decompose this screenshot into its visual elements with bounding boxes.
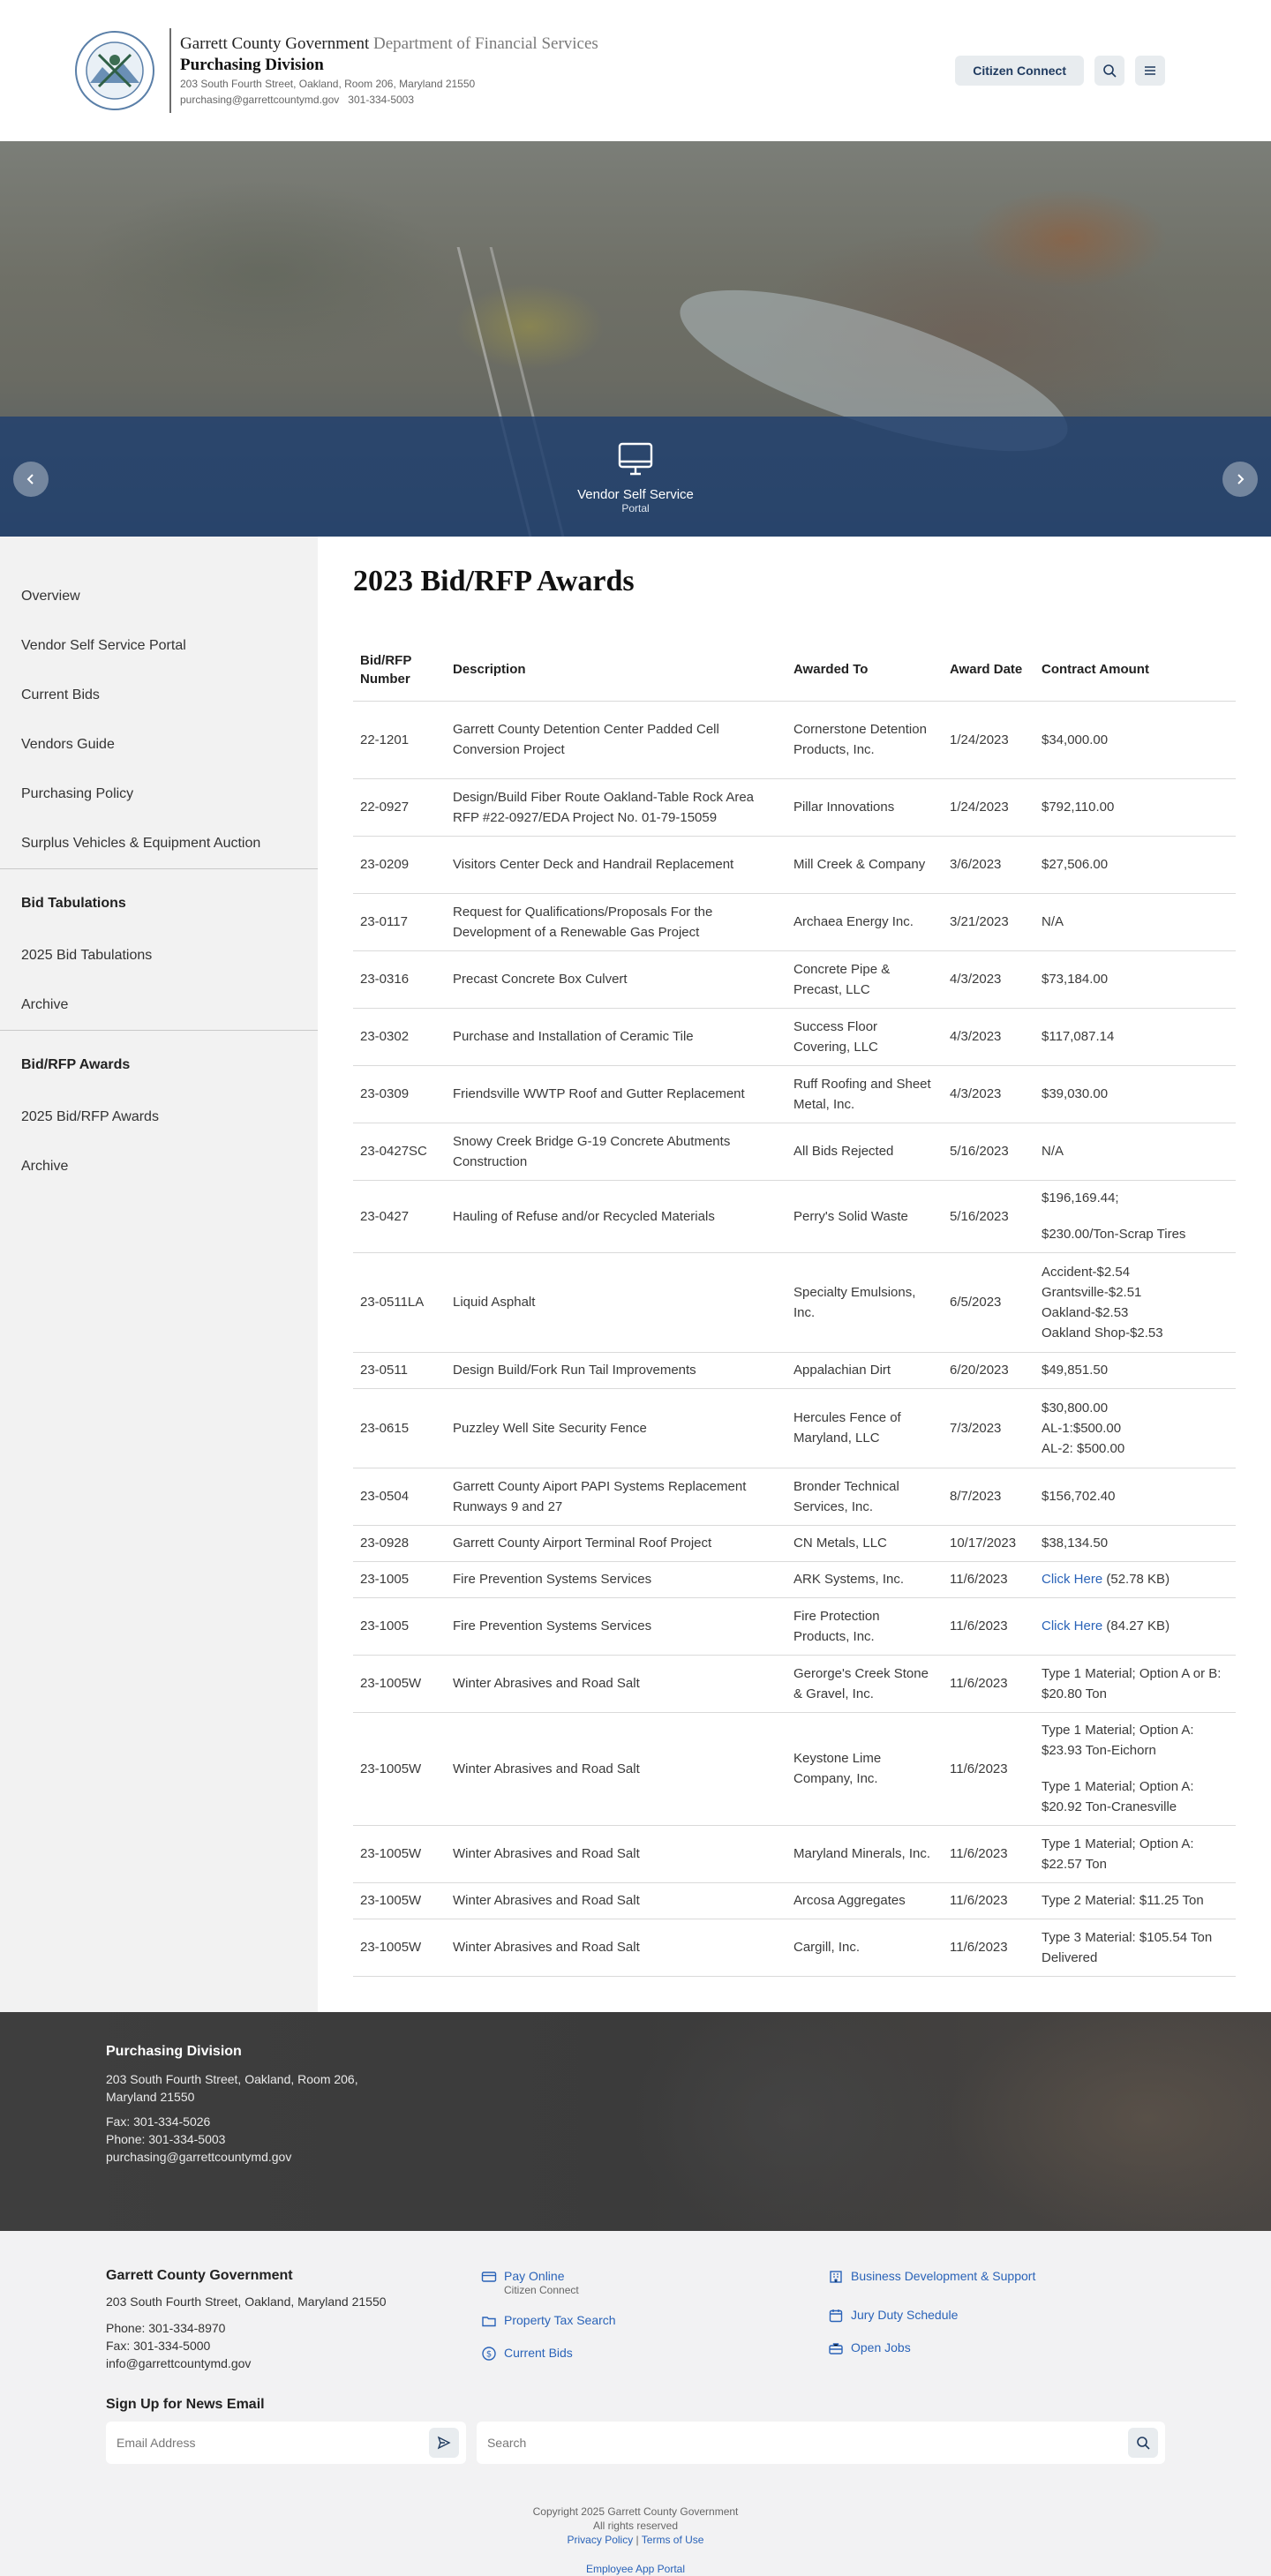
main-content (318, 537, 1271, 2012)
search-input[interactable]: Search (486, 2435, 527, 2450)
cell-number: 23-0511 (353, 1352, 446, 1388)
cell-date: 11/6/2023 (943, 1561, 1034, 1597)
table-header-row (353, 639, 1236, 701)
cell-number: 23-1005W (353, 1712, 446, 1825)
vendor-portal-link[interactable] (0, 439, 1271, 514)
sidebar-item-surplus-auction[interactable]: Surplus Vehicles & Equipment Auction (21, 836, 261, 851)
sidebar-item-awards-archive[interactable]: Archive (21, 1159, 69, 1174)
table-row (353, 1468, 1236, 1525)
col-header-awarded-to: Awarded To (786, 639, 943, 701)
cell-date: 6/20/2023 (943, 1352, 1034, 1388)
cell-awarded-to: Cornerstone Detention Products, Inc. (786, 701, 943, 778)
table-row (353, 1561, 1236, 1597)
pay-online-sublabel: Citizen Connect (504, 2283, 579, 2296)
footer-phone[interactable]: Phone: 301-334-8970 (106, 2320, 226, 2335)
amount-line: Oakland Shop-$2.53 (1042, 1325, 1163, 1341)
cell-amount: Type 2 Material: $11.25 Ton (1034, 1882, 1236, 1919)
table-row (353, 1882, 1236, 1919)
portal-title: Vendor Self Service (577, 487, 694, 502)
current-bids-label: Current Bids (504, 2345, 573, 2360)
table-row (353, 1919, 1236, 1976)
cell-awarded-to: Gerorge's Creek Stone & Gravel, Inc. (786, 1655, 943, 1712)
col-header-number: Bid/RFP Number (353, 639, 446, 701)
cell-amount: $49,851.50 (1034, 1352, 1236, 1388)
briefcase-icon (828, 2340, 844, 2356)
cell-awarded-to: Appalachian Dirt (786, 1352, 943, 1388)
email-submit-button[interactable] (429, 2428, 459, 2458)
cell-number: 23-0511LA (353, 1252, 446, 1352)
table-row (353, 893, 1236, 950)
cell-awarded-to: Ruff Roofing and Sheet Metal, Inc. (786, 1065, 943, 1123)
cell-date: 4/3/2023 (943, 950, 1034, 1008)
table-row (353, 1065, 1236, 1123)
cell-description: Garrett County Detention Center Padded Cell Conversion Project (446, 701, 786, 778)
cell-description: Winter Abrasives and Road Salt (446, 1919, 786, 1976)
cell-date: 11/6/2023 (943, 1712, 1034, 1825)
calendar-icon (828, 2308, 844, 2324)
cell-number: 23-0427 (353, 1180, 446, 1252)
table-row (353, 836, 1236, 893)
cell-description: Request for Qualifications/Proposals For the Development of a Renewable Gas Project (446, 893, 786, 950)
cell-number: 23-1005 (353, 1561, 446, 1597)
cell-amount: $34,000.00 (1034, 701, 1236, 778)
pay-online-link[interactable] (481, 2268, 828, 2296)
cell-description: Winter Abrasives and Road Salt (446, 1825, 786, 1882)
cell-description: Design Build/Fork Run Tail Improvements (446, 1352, 786, 1388)
email-signup-field[interactable] (106, 2422, 466, 2464)
table-row (353, 701, 1236, 778)
portal-subtitle: Portal (621, 502, 650, 514)
rights-text: All rights reserved (592, 2519, 679, 2532)
cell-description: Purchase and Installation of Ceramic Tile (446, 1008, 786, 1065)
cell-awarded-to: Fire Protection Products, Inc. (786, 1597, 943, 1655)
amount-line: Grantsville-$2.51 (1042, 1284, 1142, 1300)
jury-duty-link[interactable] (828, 2307, 1165, 2324)
cell-date: 11/6/2023 (943, 1825, 1034, 1882)
org-name[interactable]: Garrett County Government (180, 34, 370, 53)
menu-button[interactable] (1135, 56, 1165, 86)
table-row (353, 1388, 1236, 1468)
cell-number: 23-1005 (353, 1597, 446, 1655)
table-row (353, 1525, 1236, 1561)
cell-description: Snowy Creek Bridge G-19 Concrete Abutments Construction (446, 1123, 786, 1180)
cell-amount (1034, 1561, 1236, 1597)
cell-date: 10/17/2023 (943, 1525, 1034, 1561)
cell-number: 23-0309 (353, 1065, 446, 1123)
cell-description: Friendsville WWTP Roof and Gutter Replacement (446, 1065, 786, 1123)
business-dev-link[interactable] (828, 2268, 1165, 2285)
cell-number: 23-1005W (353, 1882, 446, 1919)
cell-amount (1034, 1252, 1236, 1352)
sidebar-heading-bid-tabulations: Bid Tabulations (21, 896, 126, 911)
cell-awarded-to: Perry's Solid Waste (786, 1180, 943, 1252)
amount-line: $30,800.00 (1042, 1400, 1109, 1416)
cell-amount: $73,184.00 (1034, 950, 1236, 1008)
header-divider (169, 28, 171, 113)
cell-date: 11/6/2023 (943, 1597, 1034, 1655)
division-footer-fax: Fax: 301-334-5026 (106, 2114, 211, 2129)
cell-awarded-to: Specialty Emulsions, Inc. (786, 1252, 943, 1352)
division-footer-title: Purchasing Division (106, 2043, 242, 2059)
search-icon (1136, 2436, 1150, 2450)
cell-amount: N/A (1034, 893, 1236, 950)
search-icon (1102, 64, 1117, 78)
pay-online-label: Pay Online (504, 2268, 565, 2283)
cell-awarded-to: Bronder Technical Services, Inc. (786, 1468, 943, 1525)
cell-description: Puzzley Well Site Security Fence (446, 1388, 786, 1468)
cell-awarded-to: Maryland Minerals, Inc. (786, 1825, 943, 1882)
division-footer-address-2: Maryland 21550 (106, 2089, 195, 2104)
footer-search-button[interactable] (1128, 2428, 1158, 2458)
footer-title: Garrett County Government (106, 2267, 293, 2283)
amount-spacer (1042, 1761, 1229, 1776)
division-name: Purchasing Division (180, 56, 324, 74)
footer-contact (106, 2268, 481, 2377)
cell-awarded-to: Archaea Energy Inc. (786, 893, 943, 950)
legal-links (106, 2533, 1165, 2547)
cell-awarded-to: Hercules Fence of Maryland, LLC (786, 1388, 943, 1468)
open-jobs-label: Open Jobs (851, 2339, 911, 2354)
brand-title (180, 34, 955, 54)
cell-number: 23-0928 (353, 1525, 446, 1561)
cell-amount (1034, 1388, 1236, 1468)
amount-line: $230.00/Ton-Scrap Tires (1042, 1227, 1186, 1242)
email-input[interactable]: Email Address (117, 2435, 196, 2450)
amount-line: Accident-$2.54 (1042, 1264, 1131, 1280)
file-size: (52.78 KB) (1102, 1572, 1170, 1587)
cell-awarded-to: Pillar Innovations (786, 778, 943, 836)
header-address: 203 South Fourth Street, Oakland, Room 206, Maryland 21550 (180, 78, 476, 90)
cell-awarded-to: All Bids Rejected (786, 1123, 943, 1180)
cell-date: 4/3/2023 (943, 1008, 1034, 1065)
cell-date: 1/24/2023 (943, 778, 1034, 836)
table-row (353, 778, 1236, 836)
table-row (353, 1180, 1236, 1252)
cell-number: 22-0927 (353, 778, 446, 836)
sidebar-item-overview[interactable]: Overview (21, 589, 80, 604)
cell-date: 3/6/2023 (943, 836, 1034, 893)
site-footer (0, 2231, 1271, 2576)
cell-description: Liquid Asphalt (446, 1252, 786, 1352)
cell-amount: $156,702.40 (1034, 1468, 1236, 1525)
sidebar-item-2025-awards[interactable]: 2025 Bid/RFP Awards (21, 1109, 159, 1124)
cell-description: Garrett County Airport Terminal Roof Project (446, 1525, 786, 1561)
cell-amount: $38,134.50 (1034, 1525, 1236, 1561)
cell-awarded-to: Success Floor Covering, LLC (786, 1008, 943, 1065)
cell-number: 23-0209 (353, 836, 446, 893)
cell-amount: $27,506.00 (1034, 836, 1236, 893)
sidebar-item-2025-bid-tabulations[interactable]: 2025 Bid Tabulations (21, 948, 153, 963)
cell-date: 5/16/2023 (943, 1180, 1034, 1252)
footer-fax: Fax: 301-334-5000 (106, 2338, 211, 2353)
division-footer-email[interactable]: purchasing@garrettcountymd.gov (106, 2149, 292, 2164)
sidebar-heading-bid-awards: Bid/RFP Awards (21, 1057, 131, 1072)
cell-amount (1034, 1180, 1236, 1252)
current-bids-link[interactable] (481, 2345, 828, 2362)
col-header-amount: Contract Amount (1034, 639, 1236, 701)
cell-date: 4/3/2023 (943, 1065, 1034, 1123)
cell-awarded-to: Concrete Pipe & Precast, LLC (786, 950, 943, 1008)
footer-links-col-1 (481, 2268, 828, 2377)
sidebar-nav (0, 537, 318, 2012)
footer-address: 203 South Fourth Street, Oakland, Maryland 21550 (106, 2294, 387, 2309)
cell-number: 23-0117 (353, 893, 446, 950)
terms-of-use-link[interactable]: Terms of Use (641, 2533, 704, 2546)
cell-number: 23-1005W (353, 1825, 446, 1882)
cell-amount: $792,110.00 (1034, 778, 1236, 836)
send-icon (437, 2436, 451, 2450)
award-document-link[interactable]: Click Here (1042, 1572, 1103, 1587)
amount-line: Type 1 Material; Option A: $20.92 Ton-Cranesville (1042, 1779, 1194, 1814)
table-row (353, 1252, 1236, 1352)
cell-description: Fire Prevention Systems Services (446, 1597, 786, 1655)
sidebar-item-bid-tab-archive[interactable]: Archive (21, 997, 69, 1012)
hamburger-menu-icon (1143, 64, 1157, 77)
amount-line: AL-2: $500.00 (1042, 1440, 1125, 1456)
svg-text:$: $ (485, 2349, 493, 2359)
search-button[interactable] (1094, 56, 1124, 86)
cell-date: 11/6/2023 (943, 1655, 1034, 1712)
division-footer-address-1: 203 South Fourth Street, Oakland, Room 206, (106, 2071, 358, 2086)
cell-description: Winter Abrasives and Road Salt (446, 1712, 786, 1825)
newsletter-row (106, 2422, 1165, 2464)
table-row (353, 1825, 1236, 1882)
cell-description: Visitors Center Deck and Handrail Replacement (446, 836, 786, 893)
cell-description: Design/Build Fiber Route Oakland-Table Rock Area RFP #22-0927/EDA Project No. 01-79-15059 (446, 778, 786, 836)
amount-line: $196,169.44; (1042, 1190, 1119, 1205)
spacer (106, 2310, 481, 2319)
header-actions (955, 56, 1165, 86)
folder-icon (481, 2313, 497, 2329)
col-header-award-date: Award Date (943, 639, 1034, 701)
cell-amount: $117,087.14 (1034, 1008, 1236, 1065)
page-title: 2023 Bid/RFP Awards (353, 565, 635, 597)
cell-date: 11/6/2023 (943, 1882, 1034, 1919)
sidebar-item-current-bids[interactable]: Current Bids (21, 687, 100, 702)
cell-number: 23-0316 (353, 950, 446, 1008)
cell-description: Winter Abrasives and Road Salt (446, 1882, 786, 1919)
copyright-block (106, 2505, 1165, 2547)
cell-amount (1034, 1597, 1236, 1655)
privacy-policy-link[interactable]: Privacy Policy (567, 2533, 634, 2546)
dollar-circle-icon (481, 2346, 497, 2362)
header-email[interactable]: purchasing@garrettcountymd.gov (180, 94, 340, 106)
cell-date: 5/16/2023 (943, 1123, 1034, 1180)
header-phone[interactable]: 301-334-5003 (348, 94, 415, 106)
sidebar-item-vendors-guide[interactable]: Vendors Guide (21, 737, 115, 752)
cell-date: 11/6/2023 (943, 1919, 1034, 1976)
header-contact (180, 93, 955, 107)
cell-number: 23-0615 (353, 1388, 446, 1468)
col-header-description: Description (446, 639, 786, 701)
property-tax-label: Property Tax Search (504, 2312, 616, 2327)
amount-line: AL-1:$500.00 (1042, 1420, 1122, 1436)
cell-date: 6/5/2023 (943, 1252, 1034, 1352)
table-row (353, 1352, 1236, 1388)
award-document-link[interactable]: Click Here (1042, 1618, 1103, 1633)
cell-number: 23-1005W (353, 1655, 446, 1712)
cell-date: 8/7/2023 (943, 1468, 1034, 1525)
cell-awarded-to: Cargill, Inc. (786, 1919, 943, 1976)
copyright-text: Copyright 2025 Garrett County Government (532, 2505, 739, 2518)
table-row (353, 950, 1236, 1008)
cell-amount (1034, 1712, 1236, 1825)
cell-amount: Type 1 Material; Option A or B: $20.80 Ton (1034, 1655, 1236, 1712)
sidebar-item-vendor-portal[interactable]: Vendor Self Service Portal (21, 638, 186, 653)
cell-date: 7/3/2023 (943, 1388, 1034, 1468)
amount-line: Oakland-$2.53 (1042, 1304, 1129, 1320)
cell-awarded-to: ARK Systems, Inc. (786, 1561, 943, 1597)
monitor-icon (614, 439, 657, 481)
dept-name[interactable]: Department of Financial Services (372, 34, 598, 53)
property-tax-link[interactable] (481, 2312, 828, 2329)
cell-amount: Type 1 Material; Option A: $22.57 Ton (1034, 1825, 1236, 1882)
amount-spacer (1042, 1208, 1229, 1224)
cell-awarded-to: Mill Creek & Company (786, 836, 943, 893)
sidebar-item-purchasing-policy[interactable]: Purchasing Policy (21, 786, 134, 801)
division-footer-phone[interactable]: Phone: 301-334-5003 (106, 2131, 226, 2146)
cell-number: 23-0504 (353, 1468, 446, 1525)
cell-awarded-to: Arcosa Aggregates (786, 1882, 943, 1919)
business-dev-label: Business Development & Support (851, 2268, 1036, 2283)
cell-description: Garrett County Aiport PAPI Systems Replacement Runways 9 and 27 (446, 1468, 786, 1525)
awards-table (353, 639, 1236, 1977)
cell-awarded-to: CN Metals, LLC (786, 1525, 943, 1561)
table-row (353, 1008, 1236, 1065)
newsletter-title: Sign Up for News Email (106, 2396, 265, 2412)
site-header (0, 0, 1271, 141)
cell-description: Hauling of Refuse and/or Recycled Materials (446, 1180, 786, 1252)
amount-line: Type 1 Material; Option A: $23.93 Ton-Eichorn (1042, 1723, 1194, 1758)
table-row (353, 1712, 1236, 1825)
cell-amount: Type 3 Material: $105.54 Ton Delivered (1034, 1919, 1236, 1976)
main-area (0, 537, 1271, 2012)
table-row (353, 1123, 1236, 1180)
cell-date: 3/21/2023 (943, 893, 1034, 950)
division-contact-band (0, 2012, 1271, 2231)
footer-email[interactable]: info@garrettcountymd.gov (106, 2355, 252, 2370)
hero-banner (0, 141, 1271, 537)
spacer (106, 2106, 1271, 2113)
cell-description: Precast Concrete Box Culvert (446, 950, 786, 1008)
footer-links-col-2 (828, 2268, 1165, 2377)
jury-duty-label: Jury Duty Schedule (851, 2307, 959, 2322)
cell-description: Winter Abrasives and Road Salt (446, 1655, 786, 1712)
cell-amount: $39,030.00 (1034, 1065, 1236, 1123)
cell-number: 22-1201 (353, 701, 446, 778)
employee-portal-link[interactable]: Employee App Portal (585, 2562, 686, 2575)
table-row (353, 1655, 1236, 1712)
legal-separator: | (633, 2533, 642, 2546)
building-icon (828, 2269, 844, 2285)
county-seal-logo[interactable] (71, 26, 159, 115)
footer-columns (106, 2268, 1165, 2377)
brand-block (180, 34, 955, 107)
cell-number: 23-1005W (353, 1919, 446, 1976)
cell-description: Fire Prevention Systems Services (446, 1561, 786, 1597)
credit-card-icon (481, 2269, 497, 2285)
cell-number: 23-0427SC (353, 1123, 446, 1180)
table-row (353, 1597, 1236, 1655)
cell-date: 1/24/2023 (943, 701, 1034, 778)
open-jobs-link[interactable] (828, 2339, 1165, 2356)
cell-amount: N/A (1034, 1123, 1236, 1180)
cell-awarded-to: Keystone Lime Company, Inc. (786, 1712, 943, 1825)
citizen-connect-button[interactable]: Citizen Connect (955, 56, 1084, 86)
cell-number: 23-0302 (353, 1008, 446, 1065)
file-size: (84.27 KB) (1102, 1618, 1170, 1633)
footer-search-field[interactable] (477, 2422, 1165, 2464)
